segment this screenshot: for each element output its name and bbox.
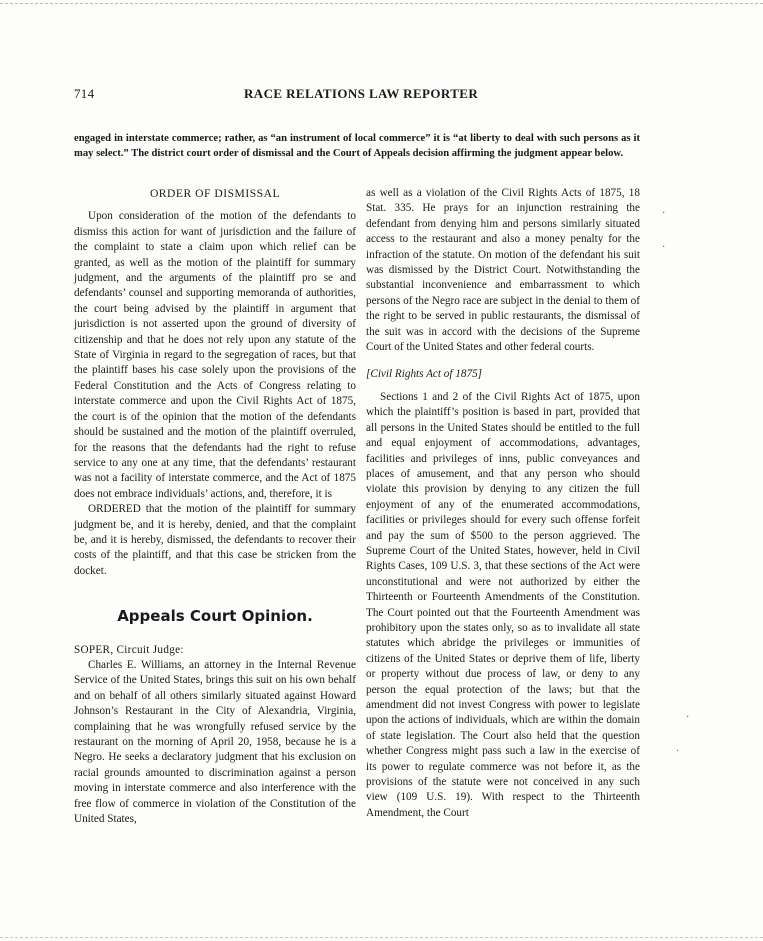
opinion-heading: Appeals Court Opinion. (117, 607, 313, 626)
margin-speck: · (662, 208, 666, 219)
civil-rights-subheading: [Civil Rights Act of 1875] (366, 368, 483, 381)
civil-rights-paragraph: Sections 1 and 2 of the Civil Rights Act of 1875, upon which the plaintiff’s position is based in part, provided that all persons in the United States should be entitled to the full and equal enjoyment of accommodations, advantages, facilities and privileges of inns, public conveyances and places of amusement, and that any person who should violate this provision by denying to any citizen the full enjoyment of any of the enumerated accommodations, facilities or privileges should for every such offense forfeit and pay the sum of $500 to the person aggrieved. The Supreme Court of the United States, however, held in Civil Rights Cases, 109 U.S. 3, that these sections of the Act were unconstitutional and were not authorized by either the Thirteenth or Fourteenth Amendments of the Constitution. The Court pointed out that the Fourteenth Amendment was prohibitory upon the states only, so as to invalidate all state statutes which abridge the privileges or immunities of citizens of the United States or deprive them of life, liberty or property without due process of law, or deny to any person the equal protection of the laws; but that the amendment did not invest Congress with power to legislate upon the actions of individuals, which are within the domain of state legislation. The Court also held that the question whether Congress might pass such a law in the exercise of its power to regulate commerce was not before it, as the provisions of the statute were not conceived in any such view (109 U.S. 19). With respect to the Thirteenth Amendment, the Court (366, 390, 640, 819)
margin-speck: · (662, 242, 666, 253)
editorial-intro: engaged in interstate commerce; rather, as “an instrument of local commerce” it is “at liberty to deal with such persons as it may select.” The district court order of dismissal and the Court of Appeals decision affirming the judgment appear below. (74, 133, 640, 159)
top-edge-dashes (0, 3, 763, 4)
running-head: RACE RELATIONS LAW REPORTER (244, 86, 479, 101)
judge-name: SOPER, Circuit Judge: (74, 643, 184, 656)
order-paragraph: Upon consideration of the motion of the defendants to dismiss this action for want of jurisdiction and the failure of the complaint to state a claim upon which relief can be granted, as well as the motion of the plaintiff for summary judgment, and the arguments of the plaintiff pro se and defendants’ counsel and supporting memoranda of authorities, the court being advised by the plaintiff in argument that jurisdiction is not asserted upon the ground of diversity of citizenship and that he does not rely upon any statute of the State of Virginia in regard to the segregation of races, but that the plaintiff bases his case solely upon the provisions of the Federal Constitution and the Acts of Congress relating to interstate commerce and upon the Civil Rights Act of 1875, the court is of the opinion that the motion of the defendants should be sustained and the motion of the plaintiff overruled, for the reasons that the defendants had the right to refuse service to any one at any time, that the defendants’ restaurant was not a facility of interstate commerce, and the Act of 1875 does not embrace individuals’ actions, and, therefore, it is (74, 210, 356, 500)
continuation-paragraph: as well as a violation of the Civil Rights Acts of 1875, 18 Stat. 335. He prays for an injunction restraining the defendant from denying him and persons similarly situated access to the restaurant and also a money penalty for the infraction of the statute. On motion of the defendant his suit was dismissed by the District Court. Notwithstanding the substantial inconvenience and embarrassment to which persons of the Negro race are subject in the denial to them of the right to be served in public restaurants, the dismissal of the suit was in accord with the decisions of the Supreme Court of the United States and other federal courts. (366, 187, 640, 354)
page-number: 714 (74, 86, 95, 101)
order-paragraph-ordered: ORDERED that the motion of the plaintiff for summary judgment be, and it is hereby, denied, and that the complaint be, and it is hereby, dismissed, the defendants to recover their costs of the plaintiff, and that this case be stricken from the docket. (74, 503, 356, 577)
right-column (366, 186, 640, 821)
opinion-paragraph: Charles E. Williams, an attorney in the Internal Revenue Service of the United States, brings this suit on his own behalf and on behalf of all others similarly situated against Howard Johnson’s Restaurant in the City of Alexandria, Virginia, complaining that he was wrongfully refused service by the restaurant on the morning of April 20, 1958, because he is a Negro. He seeks a declaratory judgment that his exclusion on racial grounds amounted to discrimination against a person moving in interstate commerce and also interference with the free flow of commerce in violation of the Constitution of the United States, (74, 658, 356, 826)
left-column (74, 186, 356, 827)
bottom-edge-dashes (0, 937, 763, 938)
order-heading: ORDER OF DISMISSAL (149, 187, 281, 200)
margin-speck: · (686, 712, 690, 723)
margin-speck: · (676, 746, 680, 757)
